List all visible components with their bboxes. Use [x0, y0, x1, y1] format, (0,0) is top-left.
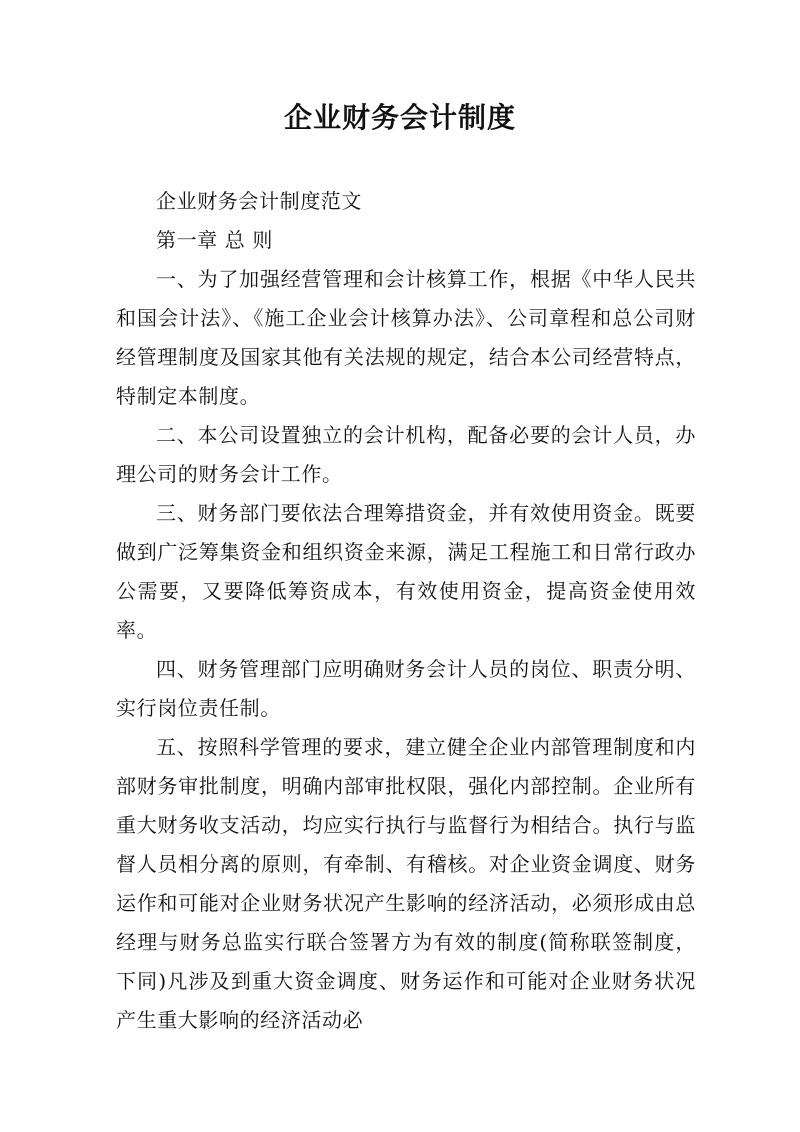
paragraph-subtitle: 企业财务会计制度范文 — [156, 189, 362, 213]
document-title: 企业财务会计制度 — [283, 101, 516, 134]
paragraph-4: 四、财务管理部门应明确财务会计人员的岗位、职责分明、实行岗位责任制。 — [116, 657, 696, 720]
document-body — [116, 182, 696, 1040]
paragraph-2: 二、本公司设置独立的会计机构，配备必要的会计人员，办理公司的财务会计工作。 — [116, 423, 696, 486]
paragraph-5: 五、按照科学管理的要求，建立健全企业内部管理制度和内部财务审批制度，明确内部审批权限，强化内部控制。企业所有重大财务收支活动，均应实行执行与监督行为相结合。执行与监督人员相分离的原则，有牵制、有稽核。对企业资金调度、财务运作和可能对企业财务状况产生影响的经济活动，必须形成由总经理与财务总监实行联合签署方为有效的制度(简称联签制度，下同)凡涉及到重大资金调度、财务运作和可能对企业财务状况产生重大影响的经济活动必 — [116, 735, 696, 1032]
paragraph-chapter-heading: 第一章 总 则 — [156, 228, 273, 252]
paragraph-1: 一、为了加强经营管理和会计核算工作，根据《中华人民共和国会计法》、《施工企业会计核算办法》、公司章程和总公司财经管理制度及国家其他有关法规的规定，结合本公司经营特点，特制定本制度。 — [116, 267, 696, 408]
paragraph-3: 三、财务部门要依法合理筹措资金，并有效使用资金。既要做到广泛筹集资金和组织资金来源，满足工程施工和日常行政办公需要，又要降低筹资成本，有效使用资金，提高资金使用效率。 — [116, 501, 696, 642]
